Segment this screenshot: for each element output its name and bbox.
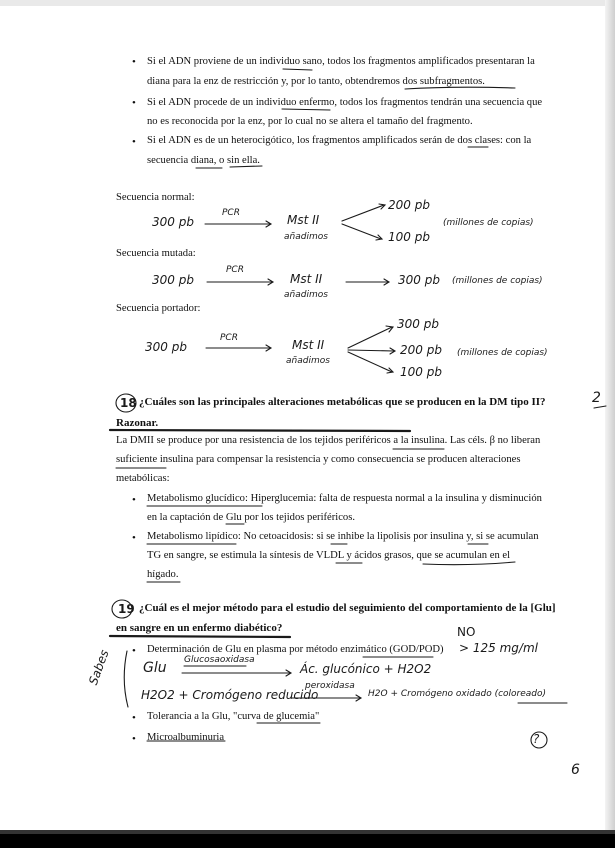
q18-question: ¿Cuáles son las principales alteraciones metabólicas que se producen en la DM tipo II? bbox=[139, 396, 546, 408]
bullet-1-line1: Si el ADN proviene de un individuo sano, todos los fragmentos amplificados presentaran la bbox=[147, 56, 535, 67]
q18-mark-stroke bbox=[594, 406, 606, 408]
seq-mutada-out1: 300 pb bbox=[398, 273, 440, 287]
bullet-2-line2: no es reconocida por la enz, por lo cual no se altera el tamaño del fragmento. bbox=[147, 116, 473, 127]
bullet-dot: • bbox=[132, 494, 136, 506]
seq-portador-out3: 100 pb bbox=[400, 365, 442, 379]
q18-bullet2-line3: hígado. bbox=[147, 569, 179, 580]
bullet-dot: • bbox=[132, 645, 136, 657]
seq-normal-pcr: PCR bbox=[222, 208, 240, 218]
margin-note: Sabes bbox=[86, 647, 112, 687]
seq-portador-out1: 300 pb bbox=[397, 317, 439, 331]
seq-portador-pcr: PCR bbox=[220, 333, 238, 343]
q18-bullet1-line2: en la captación de Glu por los tejidos periféricos. bbox=[147, 512, 355, 523]
underline-enfermo bbox=[282, 109, 330, 110]
seq-mutada-pcr: PCR bbox=[226, 265, 244, 275]
corner-mark: 6 bbox=[571, 762, 580, 778]
arrow-portador-up bbox=[348, 327, 392, 348]
bullet-dot: • bbox=[132, 733, 136, 745]
seq-portador-start: 300 pb bbox=[145, 340, 187, 354]
seq-mutada-start: 300 pb bbox=[152, 273, 194, 287]
seq-normal-start: 300 pb bbox=[152, 215, 194, 229]
underline-que-se-acumulan bbox=[423, 562, 515, 565]
seq-portador-label: Secuencia portador: bbox=[116, 303, 201, 314]
q19-eq2-left: H2O2 + Cromógeno reducido bbox=[141, 688, 319, 702]
q18-subtitle: Razonar. bbox=[116, 417, 159, 429]
q18-number: 18 bbox=[120, 396, 137, 410]
bullet-dot: • bbox=[132, 136, 136, 148]
q19-eq2-enzyme: peroxidasa bbox=[305, 681, 355, 691]
bullet-dot: • bbox=[132, 56, 136, 68]
q19-bullet2: Tolerancia a la Glu, "curva de glucemia" bbox=[147, 711, 320, 722]
seq-mutada-enzyme: Mst II bbox=[290, 272, 323, 286]
q18-intro-line2: suficiente insulina para compensar la resistencia y como consecuencia se producen alteraciones bbox=[116, 454, 521, 465]
seq-normal-out1: 200 pb bbox=[388, 198, 430, 212]
q19-eq1-left: Glu bbox=[143, 660, 167, 676]
q19-eq1-right: Ác. glucónico + H2O2 bbox=[300, 662, 432, 676]
q19-header-underline bbox=[110, 636, 290, 637]
seq-normal-note: (millones de copias) bbox=[443, 218, 534, 228]
seq-mutada-label: Secuencia mutada: bbox=[116, 248, 196, 259]
bracket-left bbox=[124, 651, 128, 707]
bullet-dot: • bbox=[132, 97, 136, 109]
q19-number: 19 bbox=[118, 602, 135, 616]
underline-sin-ella bbox=[230, 166, 262, 167]
q19-bullet1: Determinación de Glu en plasma por método enzimático (GOD/POD) bbox=[147, 644, 444, 655]
seq-normal-out2: 100 pb bbox=[388, 230, 430, 244]
q18-bullet1-line1: Metabolismo glucídico: Hiperglucemia: falta de respuesta normal a la insulina y disminución bbox=[147, 493, 542, 504]
bullet-2-line1: Si el ADN procede de un individuo enfermo, todos los fragmentos tendrán una secuencia que bbox=[147, 97, 543, 108]
q19-bullet3: Microalbuminuria bbox=[147, 732, 225, 743]
q19-question-line1: ¿Cuál es el mejor método para el estudio del seguimiento del comportamiento de la [Glu] bbox=[139, 602, 556, 614]
q18-header-underline bbox=[110, 430, 410, 431]
underline-dos-subfragmentos bbox=[405, 87, 515, 89]
seq-portador-note: (millones de copias) bbox=[457, 348, 548, 358]
q19-question-line2: en sangre en un enfermo diabético? bbox=[116, 622, 283, 634]
q19-circle bbox=[112, 600, 132, 618]
q19-circle-mark bbox=[531, 732, 547, 748]
circle-mark-label: ? bbox=[533, 732, 540, 746]
arrow-normal-split-down bbox=[342, 224, 381, 239]
seq-normal-enzyme: Mst II bbox=[287, 213, 320, 227]
seq-normal-label: Secuencia normal: bbox=[116, 192, 195, 203]
q18-bullet2-line2: TG en sangre, se estimula la síntesis de VLDL y ácidos grasos, que se acumulan en el bbox=[147, 550, 511, 561]
bullet-1-line2: diana para la enz de restricción y, por lo tanto, obtendremos dos subfragmentos. bbox=[147, 76, 485, 87]
seq-portador-out2: 200 pb bbox=[400, 343, 442, 357]
bullet-dot: • bbox=[132, 712, 136, 724]
underline-sano bbox=[283, 69, 312, 70]
arrow-portador-down bbox=[348, 352, 392, 372]
q18-circle bbox=[116, 394, 136, 412]
bullet-3-line1: Si el ADN es de un heterocigótico, los fragmentos amplificados serán de dos clases: con la bbox=[147, 135, 532, 146]
q19-note-value: > 125 mg/ml bbox=[459, 641, 538, 655]
arrow-portador-mid bbox=[348, 350, 394, 351]
bullet-3-line2: secuencia diana, o sin ella. bbox=[147, 155, 260, 166]
arrow-normal-split-up bbox=[342, 205, 384, 221]
seq-portador-enzyme: Mst II bbox=[292, 338, 325, 352]
seq-mutada-added: añadimos bbox=[284, 290, 328, 300]
q19-eq2-right: H2O + Cromógeno oxidado (coloreado) bbox=[368, 689, 547, 699]
q18-intro-line3: metabólicas: bbox=[116, 473, 170, 484]
q18-intro-line1: La DMII se produce por una resistencia de los tejidos periféricos a la insulina. Las céls. β no liberan bbox=[116, 435, 541, 446]
q18-bullet2-line1: Metabolismo lipídico: No cetoacidosis: si se inhibe la lipolisis por insulina y, si se acumulan bbox=[147, 531, 539, 542]
seq-portador-added: añadimos bbox=[286, 356, 330, 366]
q19-eq1-enzyme: Glucosaoxidasa bbox=[184, 655, 255, 665]
q19-note-no: NO bbox=[457, 625, 476, 639]
seq-normal-added: añadimos bbox=[284, 232, 328, 242]
seq-mutada-note: (millones de copias) bbox=[452, 276, 543, 286]
bullet-dot: • bbox=[132, 532, 136, 544]
q18-mark: 2 bbox=[592, 390, 601, 406]
